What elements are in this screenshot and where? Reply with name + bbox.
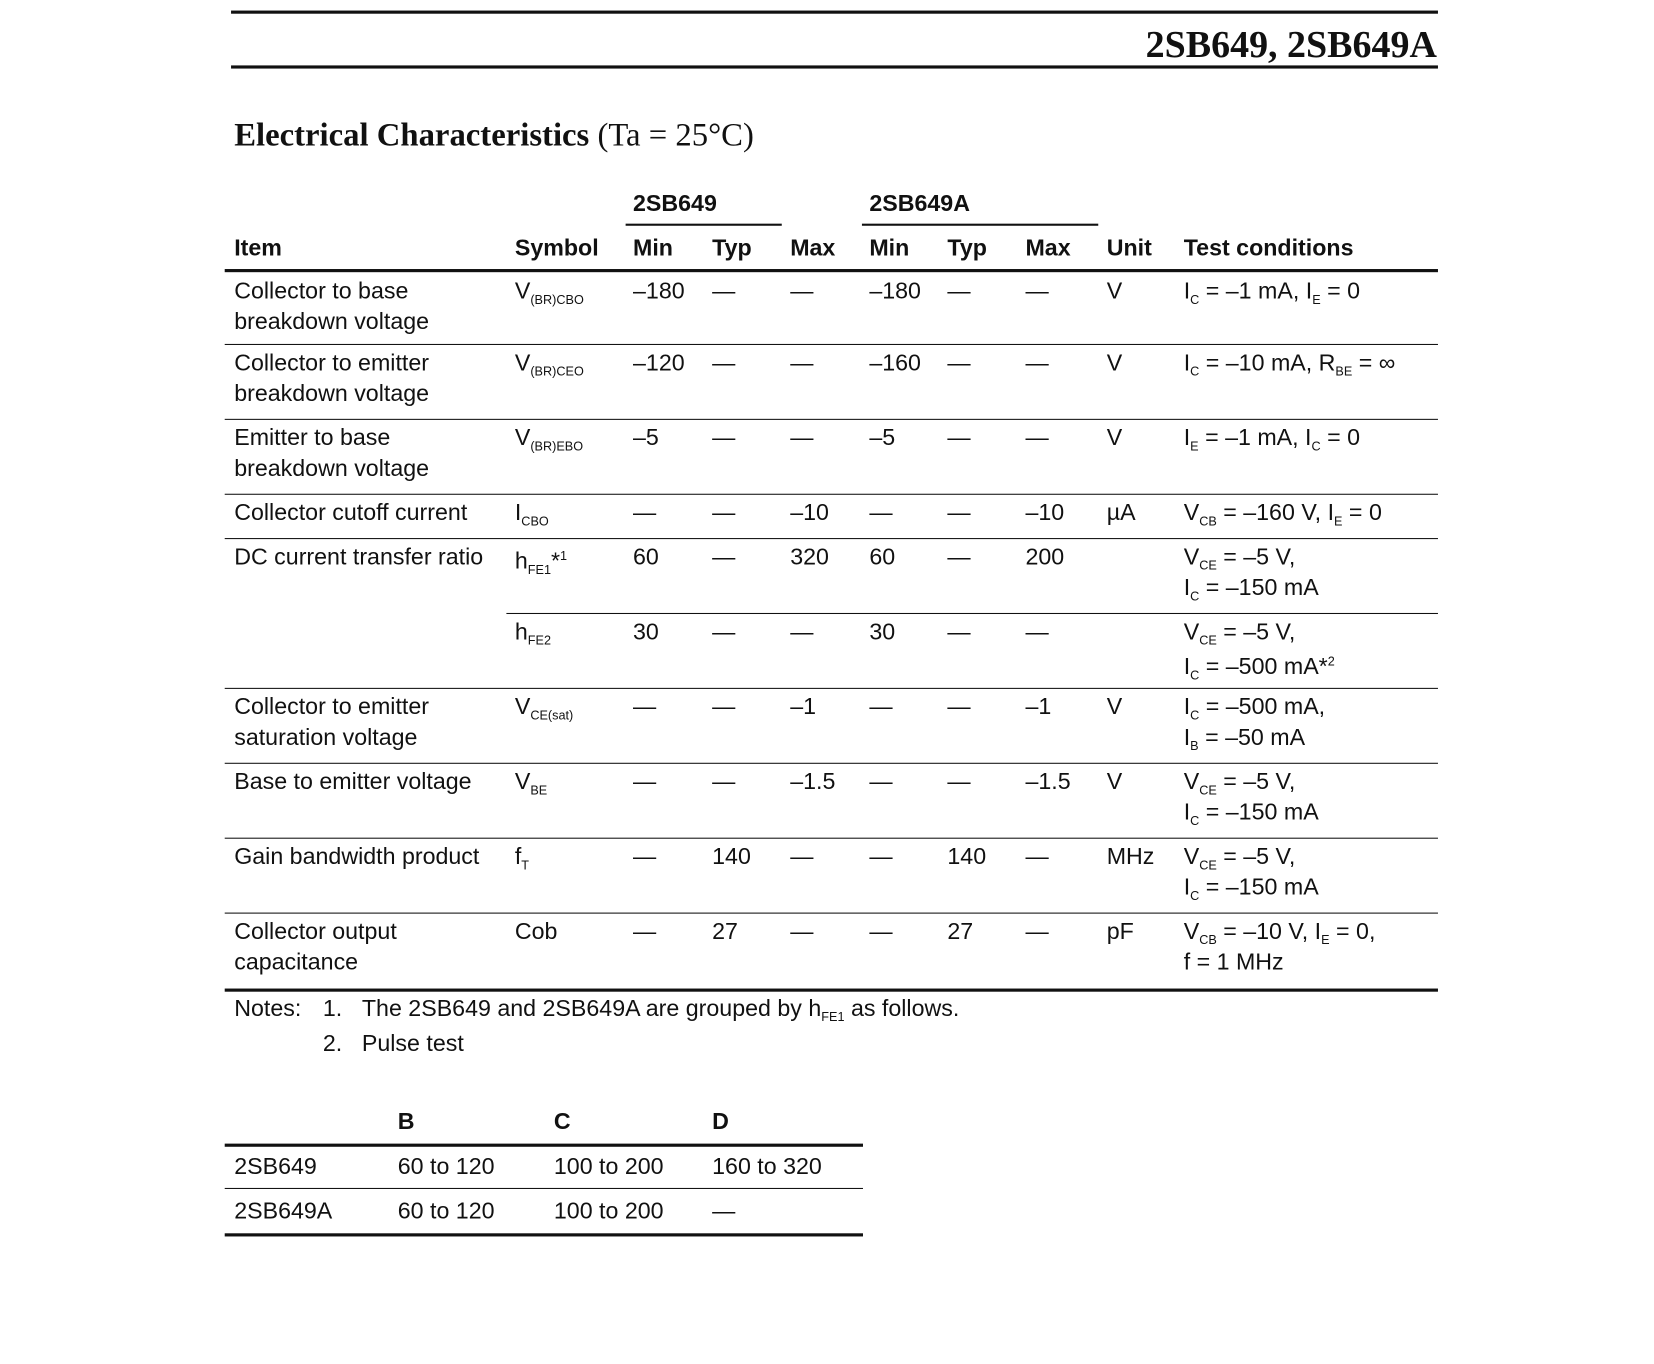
note-number: 2. [322,1029,343,1057]
test-condition [1184,871,1319,911]
text-segment: I [1183,873,1191,900]
text-segment: = –10 V, I [1216,917,1322,945]
value-cell: — [869,768,893,795]
item-label: breakdown voltage [234,308,430,335]
column-header: Min [869,234,910,261]
item-label: Gain bandwidth product [234,842,480,870]
test-condition [1184,647,1335,691]
subscript: C [1190,363,1200,379]
row-divider [225,838,1438,839]
value-cell: — [632,499,657,526]
subscript: (BR)CBO [530,292,584,308]
test-condition [1184,797,1319,837]
table-bottom-rule [225,989,1438,992]
subscript: C [1311,438,1321,454]
value-cell: — [712,499,736,526]
group-header-2sb649: 2SB649 [632,189,717,217]
text-segment: = –500 mA, [1199,693,1326,720]
row-divider [225,538,1438,539]
grouping-cell: 100 to 200 [553,1197,664,1224]
value-cell: –160 [869,349,921,376]
test-condition [1184,347,1396,387]
value-cell: –120 [632,349,685,376]
item-label: Collector to emitter [234,693,429,720]
text-segment: V [514,768,531,795]
value-cell: — [712,424,736,451]
item-label: saturation voltage [234,723,418,751]
item-label: Collector to emitter [234,349,429,376]
value-cell: — [632,842,657,870]
group-rule [626,224,782,226]
column-header: Max [1025,234,1071,261]
item-label: breakdown voltage [234,454,430,482]
subscript: C [1190,588,1200,604]
row-divider [506,613,1438,614]
value-cell: 140 [947,842,987,870]
subscript: CE [1199,857,1217,873]
grouping-cell: 60 to 120 [397,1153,495,1180]
unit: V [1106,768,1123,795]
grouping-cell: 2SB649 [234,1153,317,1180]
column-header: Symbol [514,234,599,261]
item-label: Collector cutoff current [234,499,468,526]
text-segment: = –500 mA* [1199,653,1328,680]
value-cell: — [1025,618,1049,645]
symbol [515,616,551,656]
text-segment: The 2SB649 and 2SB649A are grouped by h [361,994,822,1022]
text-segment: I [1183,424,1191,451]
symbol [515,691,573,731]
subscript: C [1190,292,1200,308]
test-condition [1184,497,1382,537]
subscript: E [1334,513,1343,529]
subscript: CE [1199,632,1217,648]
grouping-row-divider [225,1188,863,1189]
text-segment: V [1183,499,1200,526]
value-cell: — [1025,424,1049,451]
column-header: Max [790,234,836,261]
section-condition: (Ta = 25°C) [597,116,754,153]
subscript: CB [1199,932,1217,948]
value-cell: –1 [1025,693,1052,720]
value-cell: — [790,842,814,870]
value-cell: — [947,618,971,645]
text-segment: V [514,424,531,451]
value-cell: 140 [712,842,751,870]
value-cell: –10 [1025,499,1065,526]
unit: MHz [1106,842,1155,870]
subscript: CB [1199,513,1217,529]
subscript: (BR)EBO [530,438,584,454]
unit: pF [1106,917,1134,945]
text-segment: I [1183,573,1191,601]
value-cell: –1.5 [1025,768,1071,795]
grouping-cell: 60 to 120 [397,1197,495,1224]
row-divider [225,419,1438,420]
subscript: CE [1199,558,1217,573]
value-cell: –1.5 [790,768,836,795]
text-segment: f [514,842,522,870]
item-label: DC current transfer ratio [234,543,484,570]
subscript: T [521,857,530,873]
text-segment: = –150 mA [1199,798,1319,826]
value-cell: — [790,424,814,451]
grouping-header: C [553,1107,571,1135]
superscript: 1 [560,548,568,564]
subscript: FE1 [527,562,551,578]
value-cell: — [869,917,893,945]
grouping-header: D [712,1107,729,1135]
value-cell: — [712,618,736,645]
symbol [515,347,584,387]
subscript: CE(sat) [530,707,574,723]
value-cell: — [947,424,971,451]
value-cell: — [790,349,814,376]
value-cell: –1 [790,693,817,720]
row-divider [225,344,1438,345]
value-cell: 27 [712,917,738,945]
subscript: CE [1199,782,1217,798]
row-divider [225,913,1438,914]
value-cell: — [712,768,736,795]
value-cell: 200 [1025,543,1065,570]
value-cell: –180 [632,277,685,304]
text-segment: = –5 V, [1216,543,1296,570]
subscript: FE1 [821,1009,845,1025]
text-segment: = –150 mA [1199,873,1319,900]
note-text [362,1028,464,1059]
symbol [515,422,583,462]
subscript: B [1190,738,1199,754]
value-cell: 60 [869,543,896,570]
value-cell: — [947,543,971,570]
value-cell: 60 [632,543,659,570]
text-segment: I [1183,798,1191,826]
note-number: 1. [322,994,343,1022]
grouping-header-rule [225,1144,863,1147]
text-segment: = –50 mA [1198,723,1306,751]
unit: V [1106,424,1123,451]
text-segment: f = 1 MHz [1183,948,1284,975]
top-rule [231,11,1438,14]
value-cell: — [712,277,736,304]
subscript: C [1190,707,1200,723]
value-cell: — [632,768,657,795]
column-header: Item [234,234,282,261]
text-segment: Pulse test [361,1029,464,1057]
column-header: Unit [1106,234,1152,261]
text-segment: V [1183,842,1200,870]
text-segment: V [514,349,531,376]
item-label: Collector to base [234,277,409,304]
notes-label: Notes: [234,994,302,1022]
subscript: E [1190,438,1199,454]
symbol [515,541,567,585]
text-segment: = ∞ [1352,349,1396,376]
value-cell: — [632,693,657,720]
column-header: Typ [947,234,987,261]
item-label: breakdown voltage [234,379,430,407]
row-divider [225,763,1438,764]
text-segment: V [1183,768,1200,795]
value-cell: — [1025,842,1049,870]
value-cell: — [947,768,971,795]
column-header: Min [632,234,673,261]
subscript: C [1190,667,1200,683]
text-segment: h [514,618,528,645]
text-segment: I [514,499,522,526]
header-rule [225,269,1438,272]
text-segment: I [1183,723,1191,751]
value-cell: — [869,842,893,870]
unit: µA [1106,499,1136,526]
value-cell: — [632,917,657,945]
value-cell: 30 [869,618,896,645]
row-divider [225,688,1438,689]
value-cell: — [947,277,971,304]
unit: V [1106,349,1123,376]
value-cell: — [947,349,971,376]
unit: V [1106,693,1123,720]
symbol [515,497,549,537]
text-segment: V [1183,618,1200,645]
part-title: 2SB649, 2SB649A [1145,23,1437,66]
grouping-bottom-rule [225,1233,863,1236]
test-condition [1184,946,1284,977]
row-divider [225,494,1438,495]
subscript: E [1321,932,1330,948]
text-segment: = –1 mA, I [1199,277,1313,304]
test-condition [1184,422,1360,462]
value-cell: –10 [790,499,829,526]
grouping-cell: 160 to 320 [712,1153,822,1180]
text-segment: I [1183,653,1191,680]
symbol [515,275,584,315]
column-header: Test conditions [1183,234,1354,261]
text-segment: as follows. [844,994,960,1022]
text-segment: = 0 [1342,499,1382,526]
subscript: C [1190,888,1200,904]
value-cell: — [1025,917,1049,945]
subscript: CBO [521,513,549,529]
text-segment: I [1183,349,1191,376]
text-segment: = 0 [1320,424,1361,451]
value-cell: 30 [632,618,659,645]
text-segment: I [1183,693,1191,720]
text-segment: V [514,693,531,720]
grouping-cell: 100 to 200 [553,1153,664,1180]
subscript: E [1312,292,1321,308]
text-segment: V [1183,917,1200,945]
item-label: capacitance [234,948,359,975]
unit: V [1106,277,1123,304]
text-segment: * [550,547,561,574]
item-label: Base to emitter voltage [234,768,472,795]
symbol [515,916,558,947]
group-rule [862,224,1098,226]
value-cell: — [947,499,971,526]
value-cell: — [1025,277,1049,304]
value-cell: — [712,543,736,570]
value-cell: 320 [790,543,829,570]
text-segment: I [1183,277,1191,304]
section-heading [234,116,754,154]
subscript: BE [530,782,548,798]
item-label: Collector output [234,917,397,945]
value-cell: — [712,693,736,720]
value-cell: –5 [869,424,896,451]
test-condition [1184,275,1360,315]
subscript: BE [1335,363,1353,379]
symbol [515,766,547,806]
subscript: FE2 [527,632,551,648]
grouping-cell: 2SB649A [234,1197,333,1224]
text-segment: = –10 mA, R [1199,349,1336,376]
text-segment: h [514,547,528,574]
superscript: 2 [1327,654,1335,669]
text-segment: = 0 [1320,277,1361,304]
text-segment: = –160 V, I [1216,499,1335,526]
text-segment: = –5 V, [1216,768,1296,795]
subscript: (BR)CEO [530,363,584,379]
value-cell: — [869,693,893,720]
text-segment: = –5 V, [1216,618,1296,645]
value-cell: –180 [869,277,921,304]
text-segment: = –5 V, [1216,842,1296,870]
symbol [515,841,529,881]
grouping-header: B [397,1107,415,1135]
value-cell: — [790,277,814,304]
value-cell: — [947,693,971,720]
value-cell: — [712,349,736,376]
test-condition [1184,722,1305,762]
value-cell: –5 [632,424,659,451]
test-condition [1184,572,1319,612]
text-segment: V [1183,543,1200,570]
value-cell: — [869,499,893,526]
grouping-cell: — [712,1197,736,1224]
text-segment: Cob [514,917,558,945]
text-segment: = –150 mA [1199,573,1319,601]
group-header-2sb649a: 2SB649A [869,189,970,217]
value-cell: — [790,917,814,945]
text-segment: V [514,277,531,304]
item-label: Emitter to base [234,424,391,451]
column-header: Typ [712,234,752,261]
value-cell: — [790,618,814,645]
value-cell: 27 [947,917,974,945]
section-title: Electrical Characteristics [234,116,590,153]
text-segment: = 0, [1329,917,1376,945]
header-rule [231,65,1438,68]
subscript: C [1190,813,1200,829]
value-cell: — [1025,349,1049,376]
text-segment: = –1 mA, I [1198,424,1312,451]
